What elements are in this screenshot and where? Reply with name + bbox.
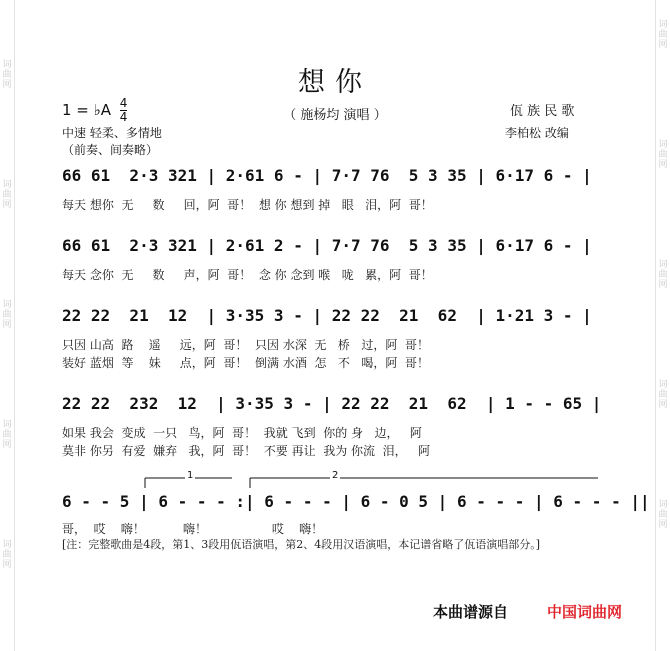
performer-credit: （ 施杨均 演唱 ） <box>283 108 387 123</box>
volta-second-ending: 2 <box>332 470 339 481</box>
arranger-credit: 李柏松 改编 <box>505 126 569 140</box>
time-denominator: 4 <box>119 110 128 124</box>
tempo-marking: 中速 轻柔、多情地 <box>62 126 162 140</box>
notation: 66 61 2·3 321 | 2·61 6 - | 7·7 76 5 3 35 | 6·17 6 - | <box>62 166 592 185</box>
score-annotation: [注：完整歌曲是4段，第1、3段用佤语演唱，第2、4段用汉语演唱，本记谱省略了佤语演唱部分。] <box>62 538 541 551</box>
brand-link[interactable]: 中国词曲网 <box>547 603 623 621</box>
lyrics-verse-1: 如果 我会 变成 一只 鸟，阿 哥！ 我就 飞到 你的 身 边， 阿 <box>62 426 422 440</box>
lyrics: 每天 念你 无 数 声，阿 哥！ 念 你 念到 喉 咙 累，阿 哥！ <box>62 268 433 282</box>
key-label: 1 = ♭A <box>62 101 111 119</box>
score-line-5 <box>62 492 650 540</box>
lyrics: 哥， 哎 嗨！ 嗨！ 哎 嗨！ <box>62 522 324 536</box>
notation: 22 22 232 12 | 3·35 3 - | 22 22 21 62 | 1 - - 65 | <box>62 394 602 413</box>
song-origin: 佤 族 民 歌 <box>510 104 575 119</box>
lyrics-verse-2: 装好 蓝烟 等 妹 点，阿 哥！ 倒满 水酒 怎 不 喝，阿 哥！ <box>62 356 429 370</box>
notation: 66 61 2·3 321 | 2·61 2 - | 7·7 76 5 3 35 | 6·17 6 - | <box>62 236 592 255</box>
song-title: 想你 <box>298 67 372 98</box>
right-watermark: 词曲网 词曲网 词曲网 词曲网 词曲网 <box>658 20 668 530</box>
intro-note: （前奏、间奏略） <box>62 143 159 157</box>
left-watermark: 词曲网 词曲网 词曲网 词曲网 词曲网 <box>2 60 12 570</box>
notation: 22 22 21 12 | 3·35 3 - | 22 22 21 62 | 1·21 3 - | <box>62 306 592 325</box>
volta-first-ending: 1 <box>187 470 194 481</box>
notation: 6 - - 5 | 6 - - - :| 6 - - - | 6 - 0 5 | 6 - - - | 6 - - - || <box>62 492 650 511</box>
lyrics: 每天 想你 无 数 回，阿 哥！ 想 你 想到 掉 眼 泪，阿 哥！ <box>62 198 433 212</box>
time-numerator: 4 <box>119 96 128 110</box>
lyrics-verse-2: 莫非 你另 有爱 嫌弃 我，阿 哥！ 不要 再让 我为 你流 泪， 阿 <box>62 444 431 458</box>
source-label: 本曲谱源自 <box>433 603 509 621</box>
lyrics-verse-1: 只因 山高 路 遥 远，阿 哥！ 只因 水深 无 桥 过，阿 哥！ <box>62 338 429 352</box>
